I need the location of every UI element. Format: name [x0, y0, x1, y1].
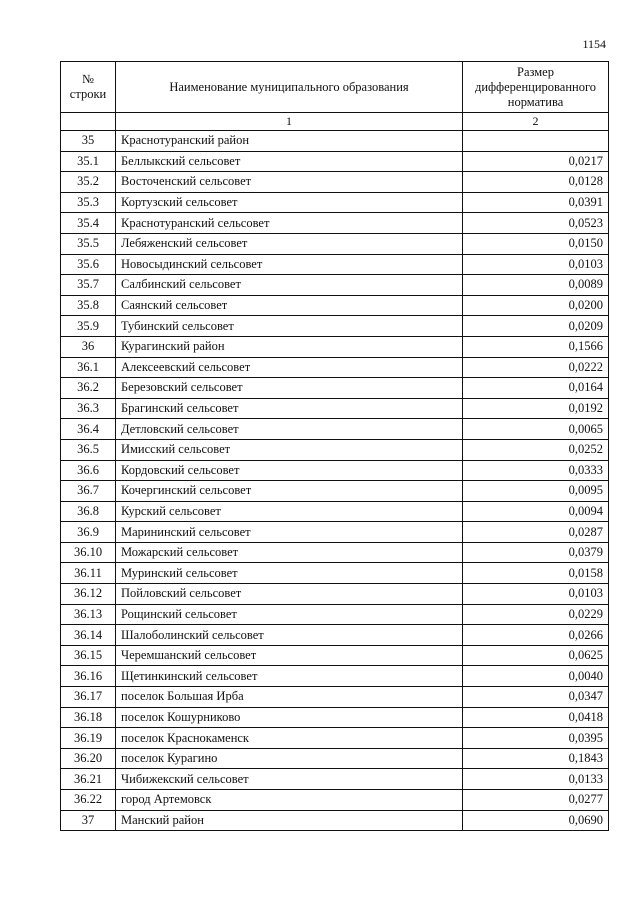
row-number-cell: 36.2: [61, 378, 116, 399]
table-row: [61, 378, 609, 399]
normative-value-cell: 0,0625: [463, 645, 609, 666]
normative-value-cell: 0,0395: [463, 728, 609, 749]
normative-value-cell: 0,0065: [463, 419, 609, 440]
table-row: [61, 192, 609, 213]
municipality-name-cell: Восточенский сельсовет: [116, 172, 463, 193]
table-row: [61, 336, 609, 357]
row-number-cell: 36.9: [61, 522, 116, 543]
normative-value-cell: 0,0222: [463, 357, 609, 378]
index-cell-empty: [61, 113, 116, 131]
row-number-cell: 36.3: [61, 398, 116, 419]
normative-value-cell: 0,0095: [463, 481, 609, 502]
municipality-name-cell: Чибижекский сельсовет: [116, 769, 463, 790]
table-row: [61, 501, 609, 522]
row-number-cell: 36.14: [61, 625, 116, 646]
row-number-cell: 36.20: [61, 748, 116, 769]
normative-value-cell: 0,0200: [463, 295, 609, 316]
normative-value-cell: 0,0192: [463, 398, 609, 419]
table-index-row: [61, 113, 609, 131]
table-row: [61, 769, 609, 790]
table-body: [61, 131, 609, 831]
row-number-cell: 36.22: [61, 790, 116, 811]
table-row: [61, 439, 609, 460]
municipality-name-cell: Пойловский сельсовет: [116, 584, 463, 605]
row-number-cell: 35: [61, 131, 116, 152]
table-row: [61, 748, 609, 769]
municipality-name-cell: Краснотуранский сельсовет: [116, 213, 463, 234]
normative-value-cell: 0,0128: [463, 172, 609, 193]
municipality-name-cell: Черемшанский сельсовет: [116, 645, 463, 666]
row-number-cell: 35.9: [61, 316, 116, 337]
normative-value-cell: 0,0040: [463, 666, 609, 687]
normative-value-cell: 0,0150: [463, 233, 609, 254]
municipality-name-cell: Алексеевский сельсовет: [116, 357, 463, 378]
table-row: [61, 131, 609, 152]
municipality-name-cell: город Артемовск: [116, 790, 463, 811]
normative-value-cell: 0,0209: [463, 316, 609, 337]
table-row: [61, 542, 609, 563]
table-header-row: [61, 62, 609, 113]
header-row-number: № строки: [61, 62, 116, 113]
normative-value-cell: 0,0379: [463, 542, 609, 563]
municipality-name-cell: Детловский сельсовет: [116, 419, 463, 440]
municipality-name-cell: Щетинкинский сельсовет: [116, 666, 463, 687]
page-number: 1154: [582, 37, 606, 51]
row-number-cell: 36.5: [61, 439, 116, 460]
normative-value-cell: 0,0164: [463, 378, 609, 399]
normative-value-cell: 0,0690: [463, 810, 609, 831]
table-row: [61, 687, 609, 708]
normative-value-cell: 0,0229: [463, 604, 609, 625]
municipality-name-cell: Брагинский сельсовет: [116, 398, 463, 419]
municipality-name-cell: Курский сельсовет: [116, 501, 463, 522]
table-row: [61, 790, 609, 811]
index-cell-value: 2: [463, 113, 609, 131]
table-row: [61, 604, 609, 625]
table-row: [61, 357, 609, 378]
table-row: [61, 666, 609, 687]
table-row: [61, 522, 609, 543]
municipality-name-cell: Кордовский сельсовет: [116, 460, 463, 481]
header-normative-size: Размер дифференцированного норматива: [463, 62, 609, 113]
row-number-cell: 35.5: [61, 233, 116, 254]
normative-value-cell: [463, 131, 609, 152]
normative-value-cell: 0,0217: [463, 151, 609, 172]
municipality-name-cell: поселок Большая Ирба: [116, 687, 463, 708]
table-row: [61, 254, 609, 275]
row-number-cell: 36.4: [61, 419, 116, 440]
row-number-cell: 36.1: [61, 357, 116, 378]
municipality-name-cell: Новосыдинский сельсовет: [116, 254, 463, 275]
municipality-name-cell: Манский район: [116, 810, 463, 831]
normative-value-cell: 0,0333: [463, 460, 609, 481]
row-number-cell: 36.12: [61, 584, 116, 605]
normative-value-cell: 0,0103: [463, 584, 609, 605]
municipality-name-cell: Рощинский сельсовет: [116, 604, 463, 625]
table-row: [61, 460, 609, 481]
municipality-name-cell: Краснотуранский район: [116, 131, 463, 152]
row-number-cell: 36.15: [61, 645, 116, 666]
row-number-cell: 36.8: [61, 501, 116, 522]
table-row: [61, 625, 609, 646]
row-number-cell: 36.6: [61, 460, 116, 481]
row-number-cell: 35.8: [61, 295, 116, 316]
row-number-cell: 36.10: [61, 542, 116, 563]
normative-value-cell: 0,0523: [463, 213, 609, 234]
row-number-cell: 35.7: [61, 275, 116, 296]
index-cell-name: 1: [116, 113, 463, 131]
municipality-name-cell: Березовский сельсовет: [116, 378, 463, 399]
row-number-cell: 36.18: [61, 707, 116, 728]
municipality-name-cell: поселок Краснокаменск: [116, 728, 463, 749]
municipality-name-cell: поселок Курагино: [116, 748, 463, 769]
table-row: [61, 316, 609, 337]
header-municipality-name: Наименование муниципального образования: [116, 62, 463, 113]
normative-value-cell: 0,0418: [463, 707, 609, 728]
table-row: [61, 151, 609, 172]
row-number-cell: 36.13: [61, 604, 116, 625]
normative-value-cell: 0,0158: [463, 563, 609, 584]
normative-value-cell: 0,1843: [463, 748, 609, 769]
table-row: [61, 584, 609, 605]
normative-value-cell: 0,0391: [463, 192, 609, 213]
row-number-cell: 36.19: [61, 728, 116, 749]
normative-value-cell: 0,0103: [463, 254, 609, 275]
normative-value-cell: 0,0094: [463, 501, 609, 522]
normative-value-cell: 0,0287: [463, 522, 609, 543]
row-number-cell: 35.6: [61, 254, 116, 275]
table-row: [61, 419, 609, 440]
row-number-cell: 36.17: [61, 687, 116, 708]
row-number-cell: 36.16: [61, 666, 116, 687]
normative-value-cell: 0,0277: [463, 790, 609, 811]
row-number-cell: 36.21: [61, 769, 116, 790]
normative-value-cell: 0,0347: [463, 687, 609, 708]
municipality-name-cell: Саянский сельсовет: [116, 295, 463, 316]
table-row: [61, 645, 609, 666]
municipality-name-cell: Кортузский сельсовет: [116, 192, 463, 213]
row-number-cell: 35.2: [61, 172, 116, 193]
municipality-name-cell: Тубинский сельсовет: [116, 316, 463, 337]
row-number-cell: 35.1: [61, 151, 116, 172]
normative-value-cell: 0,0133: [463, 769, 609, 790]
normative-value-cell: 0,0266: [463, 625, 609, 646]
row-number-cell: 35.4: [61, 213, 116, 234]
normative-value-cell: 0,0252: [463, 439, 609, 460]
table-row: [61, 481, 609, 502]
municipality-name-cell: Кочергинский сельсовет: [116, 481, 463, 502]
normative-value-cell: 0,0089: [463, 275, 609, 296]
municipality-name-cell: Беллыкский сельсовет: [116, 151, 463, 172]
normative-value-cell: 0,1566: [463, 336, 609, 357]
municipality-name-cell: Муринский сельсовет: [116, 563, 463, 584]
municipality-name-cell: Курагинский район: [116, 336, 463, 357]
municipality-name-cell: Марининский сельсовет: [116, 522, 463, 543]
municipality-name-cell: поселок Кошурниково: [116, 707, 463, 728]
row-number-cell: 35.3: [61, 192, 116, 213]
table-row: [61, 728, 609, 749]
municipality-name-cell: Можарский сельсовет: [116, 542, 463, 563]
row-number-cell: 37: [61, 810, 116, 831]
row-number-cell: 36.11: [61, 563, 116, 584]
municipality-name-cell: Лебяженский сельсовет: [116, 233, 463, 254]
table-row: [61, 398, 609, 419]
table-row: [61, 707, 609, 728]
table-row: [61, 810, 609, 831]
row-number-cell: 36: [61, 336, 116, 357]
table-row: [61, 275, 609, 296]
table-row: [61, 213, 609, 234]
table-row: [61, 172, 609, 193]
municipality-name-cell: Салбинский сельсовет: [116, 275, 463, 296]
municipality-name-cell: Имисский сельсовет: [116, 439, 463, 460]
table-row: [61, 233, 609, 254]
table-row: [61, 563, 609, 584]
table-row: [61, 295, 609, 316]
municipality-name-cell: Шалоболинский сельсовет: [116, 625, 463, 646]
row-number-cell: 36.7: [61, 481, 116, 502]
normative-table: [60, 61, 609, 831]
